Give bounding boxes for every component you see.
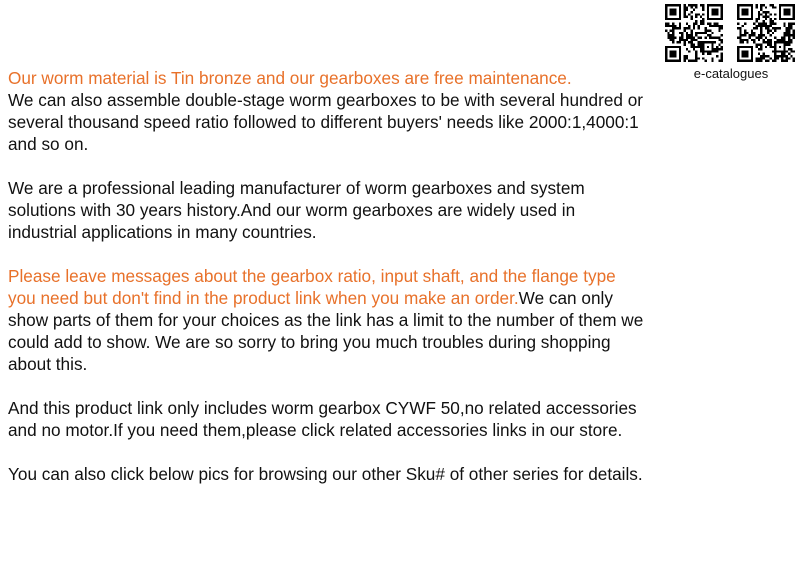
paragraph-browse xyxy=(8,463,648,485)
body-text: We can only show parts of them for your choices as the link has a limit to the number of them we could add to show. We are so sorry to bring you much troubles during shopping about this. xyxy=(8,288,644,374)
highlight-text: Please leave messages about the gearbox ratio, input shaft, and the flange type you need but don't find in the product link when you make an order. xyxy=(8,266,616,308)
body-text: We are a professional leading manufacturer of worm gearboxes and system solutions with 30 years history.And our worm gearboxes are widely used in industrial applications in many countries. xyxy=(8,178,585,242)
qr-codes xyxy=(664,4,798,81)
description-text xyxy=(8,67,648,507)
qr-caption: e-catalogues xyxy=(693,66,769,81)
paragraph-product-link xyxy=(8,397,648,441)
qr-code-icon[interactable] xyxy=(736,4,796,62)
paragraph-messages xyxy=(8,265,648,375)
highlight-text: Our worm material is Tin bronze and our gearboxes are free maintenance. xyxy=(8,68,572,88)
paragraph-manufacturer xyxy=(8,177,648,243)
paragraph-material xyxy=(8,67,648,155)
body-text: You can also click below pics for browsing our other Sku# of other series for details. xyxy=(8,464,643,484)
body-text: And this product link only includes worm gearbox CYWF 50,no related accessories and no motor.If you need them,please click related accessories links in our store. xyxy=(8,398,637,440)
qr-code-row xyxy=(664,4,798,62)
qr-code-icon[interactable] xyxy=(664,4,724,62)
body-text: We can also assemble double-stage worm gearboxes to be with several hundred or several thousand speed ratio followed to different buyers' needs like 2000:1,4000:1 and so on. xyxy=(8,90,644,154)
